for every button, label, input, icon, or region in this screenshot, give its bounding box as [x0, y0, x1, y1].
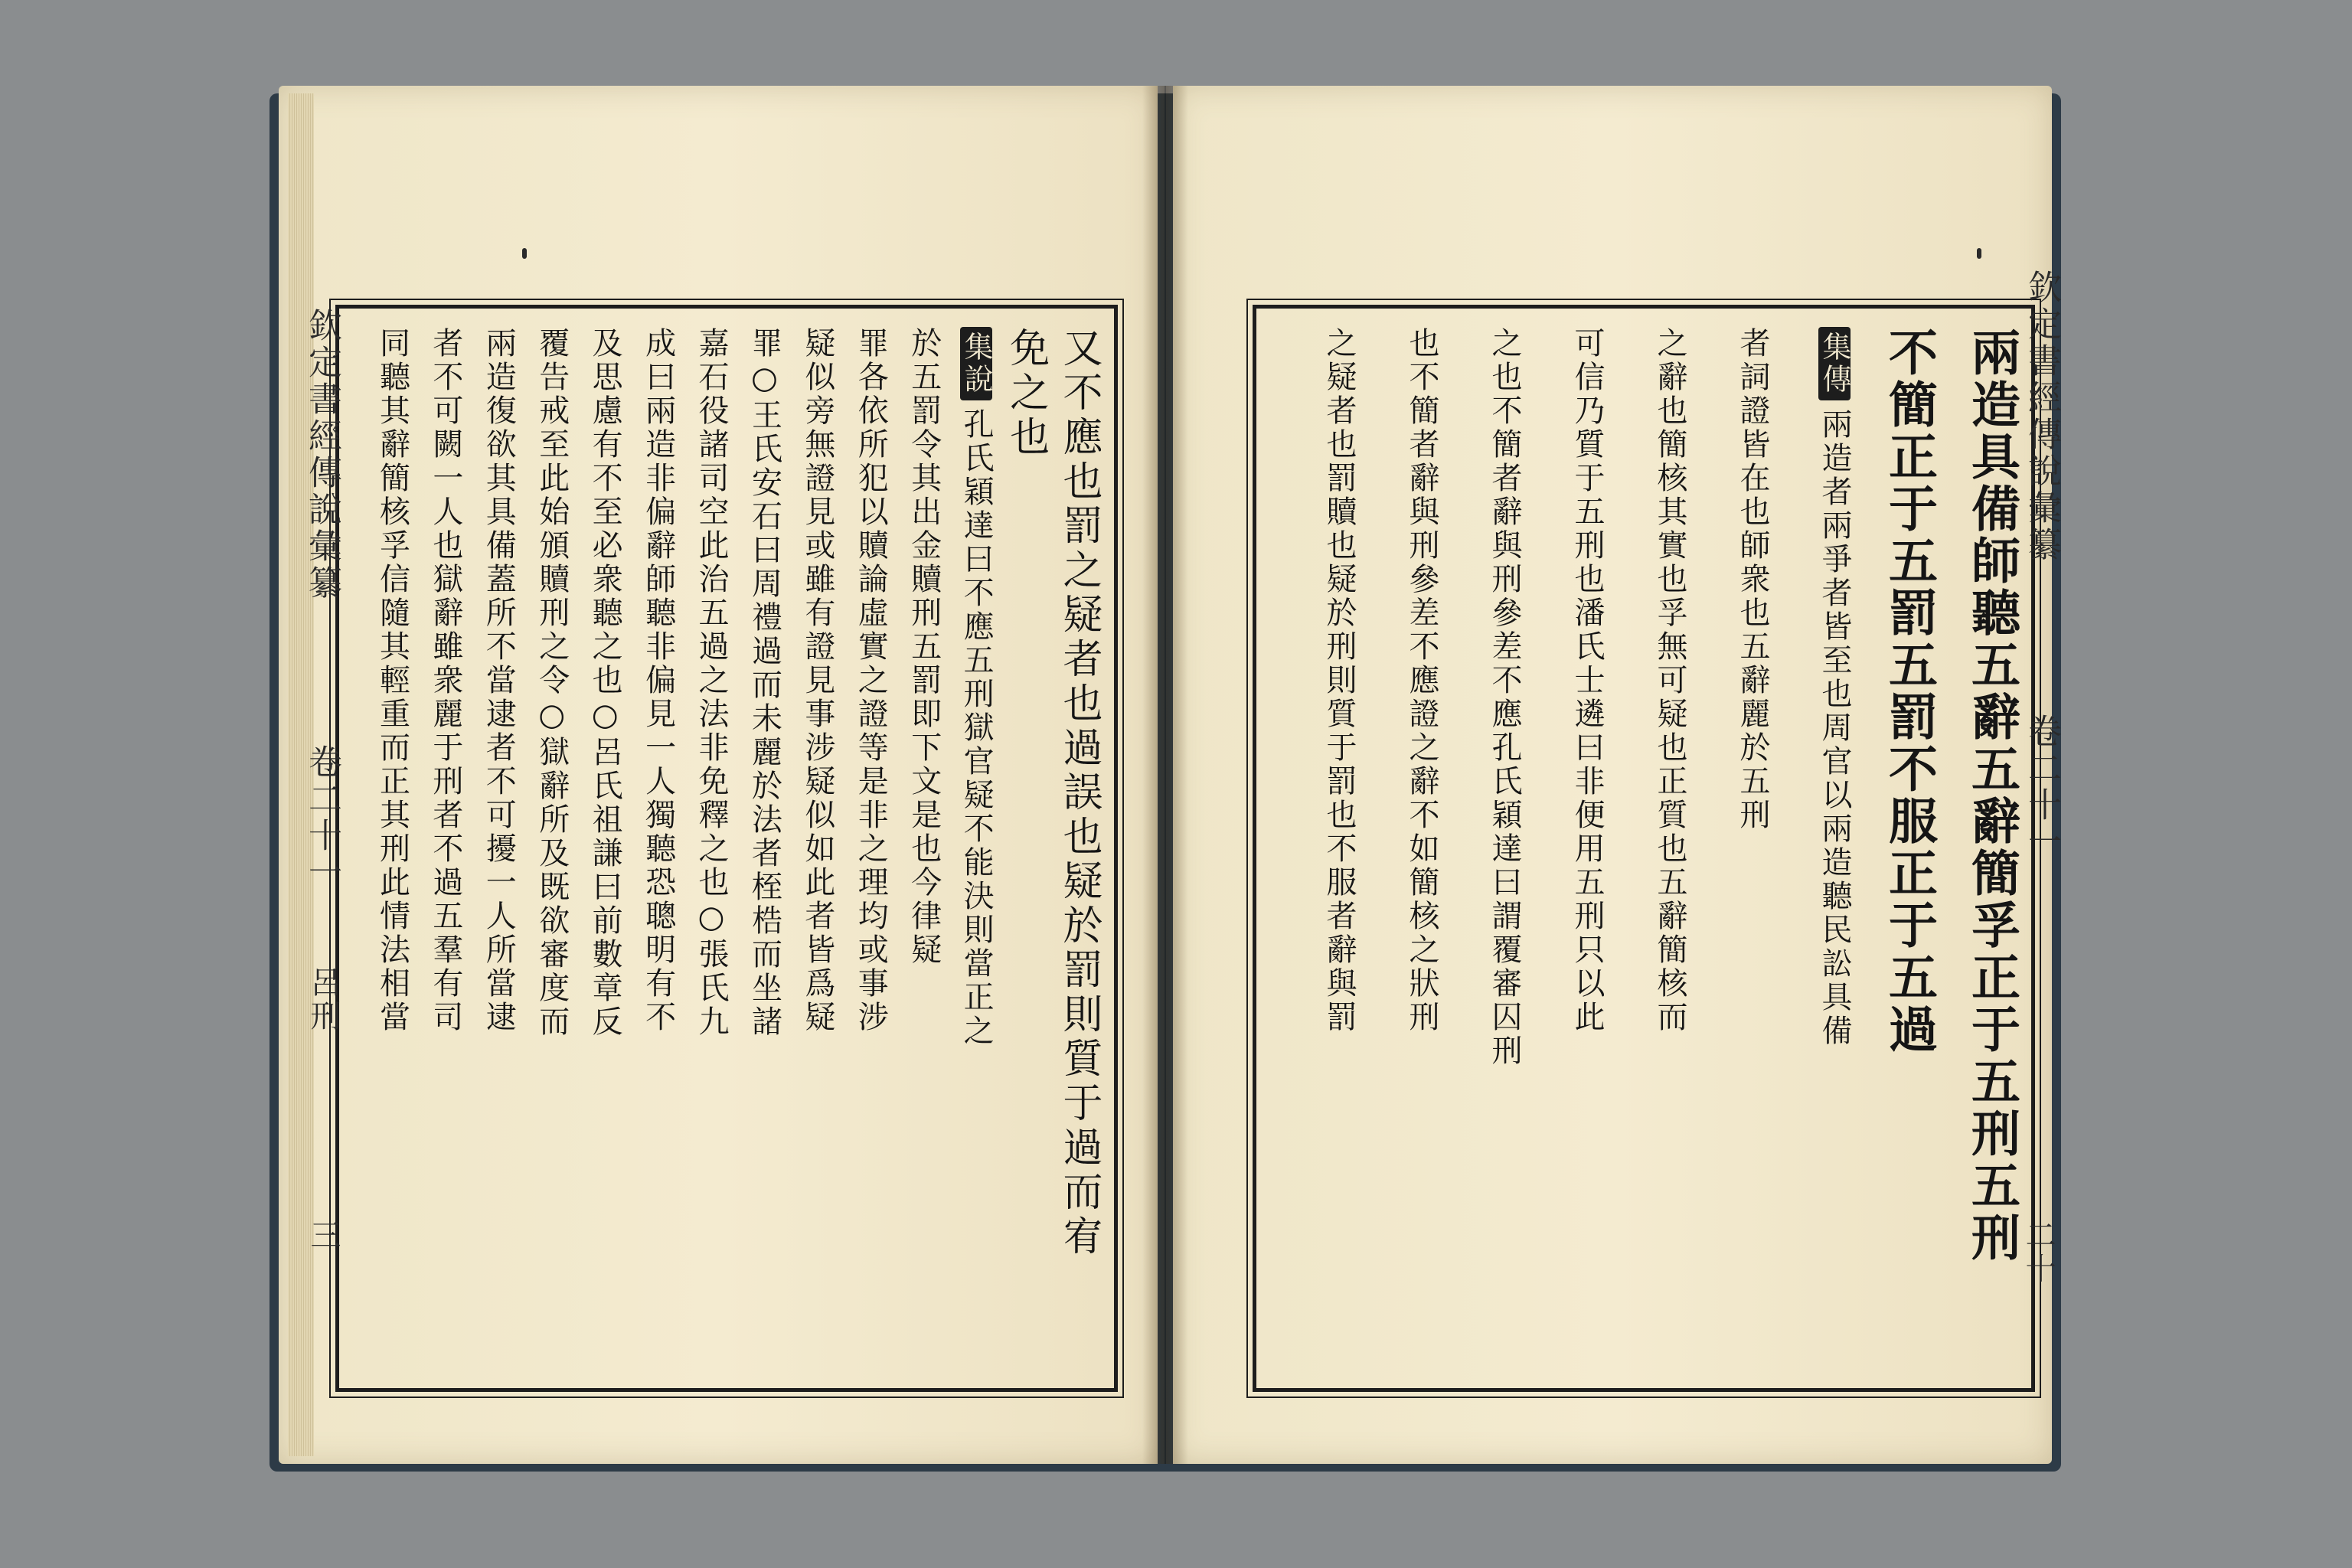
column-text: 兩造具備師聽五辭五辭簡孚正于五刑五刑: [1963, 327, 2020, 1264]
text-column: [514, 327, 570, 1039]
right-header-margin: 欽定書經傳說彙纂: [2022, 270, 2061, 564]
column-text: 免之也: [1002, 327, 1049, 460]
column-text: 之辭也簡核其實也孚無可疑也正質也五辭簡核而: [1652, 327, 1687, 1034]
text-column: [620, 327, 676, 1034]
column-text: 兩造復欲其具備蓋所不當逮者不可擾一人所當逮: [481, 327, 517, 1034]
text-column: [461, 327, 517, 1034]
text-column: [354, 327, 410, 1034]
stitch-mark: [522, 248, 527, 259]
column-text: 也不簡者辭與刑參差不應證之辭不如簡核之狀刑: [1404, 327, 1439, 1034]
left-page: [279, 86, 1158, 1464]
book-gutter: [1142, 86, 1188, 1464]
column-text: 成曰兩造非偏辭師聽非偏見一人獨聽恐聰明有不: [640, 327, 676, 1034]
column-text: 可信乃質于五刑也潘氏士遴曰非便用五刑只以此: [1570, 327, 1605, 1034]
annotation-tag: 集傳: [1818, 327, 1851, 400]
text-column: [407, 327, 463, 1034]
text-column: [1768, 327, 1851, 1048]
text-column: [1685, 327, 1768, 832]
text-column: [1602, 327, 1685, 1034]
stitch-mark: [1977, 248, 1981, 259]
column-text: 於五罰令其出金贖刑五罰即下文是也今律疑: [906, 327, 942, 967]
text-column: [1046, 327, 1102, 1259]
annotation-tag: 集說: [960, 327, 992, 400]
open-book: [270, 86, 2061, 1479]
right-volume: 卷二十一: [2022, 714, 2061, 861]
column-text: 罪○王氏安石曰周禮過而未麗於法者桎梏而坐諸: [746, 327, 782, 1039]
column-text: 覆告戒至此始頒贖刑之令○獄辭所及既欲審度而: [534, 327, 570, 1039]
right-page-number: 二十: [2020, 1219, 2056, 1286]
text-column: [1272, 327, 1357, 1034]
column-text: 不簡正于五罰五罰不服正于五過: [1880, 327, 1938, 1056]
column-text: 又不應也罰之疑者也過誤也疑於罰則質于過而宥: [1056, 327, 1102, 1259]
text-column: [1437, 327, 1520, 1068]
text-column: [939, 327, 995, 1048]
column-text: 者不可闕一人也獄辭雖衆麗于刑者不過五羣有司: [427, 327, 463, 1034]
left-text-frame: [335, 305, 1118, 1392]
column-text: 之也不簡者辭與刑參差不應孔氏穎達曰謂覆審囚刑: [1487, 327, 1522, 1068]
column-text: 罪各依所犯以贖論虛實之證等是非之理均或事涉: [853, 327, 889, 1034]
column-text: 者詞證皆在也師衆也五辭麗於五刑: [1735, 327, 1770, 832]
column-text: 嘉石役諸司空此治五過之法非免釋之也○張氏九: [694, 327, 729, 1039]
column-text: 同聽其辭簡核孚信隨其輕重而正其刑此情法相當: [374, 327, 410, 1034]
text-column: [779, 327, 835, 1034]
text-column: [992, 327, 1049, 460]
text-column: [567, 327, 623, 1039]
left-volume: 卷二十一: [302, 744, 341, 891]
left-page-number: 三: [305, 1219, 341, 1253]
text-column: [1354, 327, 1437, 1034]
text-column: [1520, 327, 1605, 1034]
text-column: [1933, 327, 2020, 1264]
text-column: [674, 327, 727, 1039]
left-header-margin: 欽定書經傳說彙纂: [302, 308, 341, 602]
column-text: 兩造者兩爭者皆至也周官以兩造聽民訟具備: [1817, 408, 1852, 1048]
right-text-frame: [1253, 305, 2035, 1392]
text-column: [1851, 327, 1938, 1056]
text-column: [886, 327, 942, 967]
right-page: [1173, 86, 2061, 1464]
text-column: [833, 327, 889, 1034]
column-text: 之疑者也罰贖也疑於刑則質于罰也不服者辭與罰: [1321, 327, 1357, 1034]
column-text: 疑似旁無證見或雖有證見事涉疑似如此者皆爲疑: [799, 327, 835, 1034]
column-text: 孔氏穎達曰不應五刑獄官疑不能決則當正之: [959, 408, 995, 1048]
text-column: [727, 327, 782, 1039]
left-chapter: 呂刑: [305, 966, 341, 1034]
column-text: 及思慮有不至必衆聽之也○呂氏祖謙曰前數章反: [587, 327, 623, 1039]
